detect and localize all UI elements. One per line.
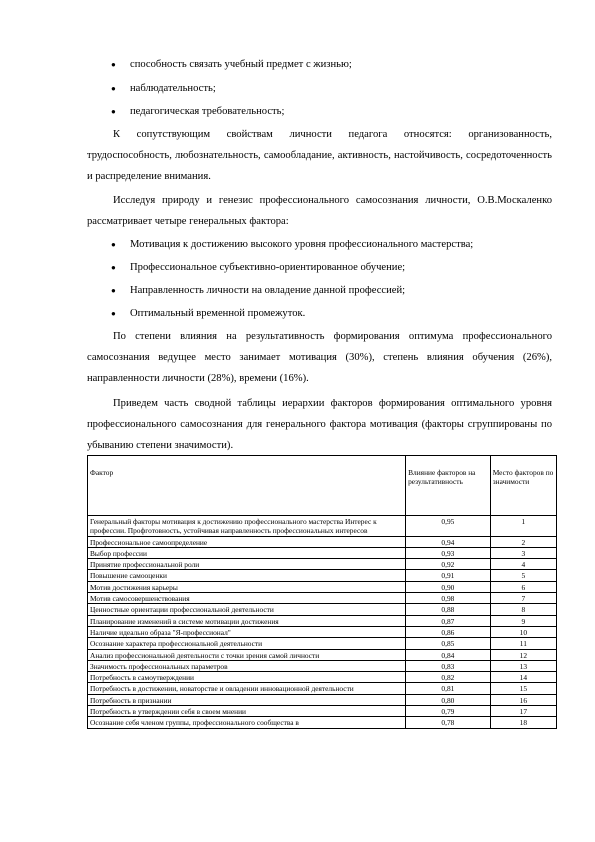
influence-cell: 0,90 <box>406 581 491 592</box>
influence-cell: 0,86 <box>406 626 491 637</box>
rank-cell: 7 <box>490 593 556 604</box>
bullet-icon: ● <box>111 107 116 116</box>
rank-cell: 8 <box>490 604 556 615</box>
table-row <box>88 717 557 728</box>
rank-cell: 16 <box>490 694 556 705</box>
influence-cell: 0,95 <box>406 516 491 537</box>
influence-cell: 0,93 <box>406 547 491 558</box>
rank-cell: 9 <box>490 615 556 626</box>
influence-cell: 0,88 <box>406 604 491 615</box>
rank-cell: 17 <box>490 706 556 717</box>
table-row <box>88 660 557 671</box>
rank-cell: 14 <box>490 672 556 683</box>
column-header-factor: Фактор <box>88 456 406 516</box>
factor-cell: Принятие профессиональной роли <box>88 559 406 570</box>
rank-cell: 10 <box>490 626 556 637</box>
factor-cell: Осознание себя членом группы, профессионального сообщества в <box>88 717 406 728</box>
table-row <box>88 516 557 537</box>
factor-cell: Осознание характера профессиональной деятельности <box>88 638 406 649</box>
influence-cell: 0,84 <box>406 649 491 660</box>
paragraph-traits: К сопутствующим свойствам личности педагога относятся: организованность, трудоспособность, любознательность, самообладание, активность, настойчивость, сосредоточенность и распределение внимания. <box>87 129 552 182</box>
table-row <box>88 604 557 615</box>
table-row <box>88 559 557 570</box>
influence-cell: 0,81 <box>406 683 491 694</box>
influence-cell: 0,85 <box>406 638 491 649</box>
rank-cell: 5 <box>490 570 556 581</box>
table-row <box>88 626 557 637</box>
bullet-icon: ● <box>111 60 116 69</box>
list-item: ● Оптимальный временной промежуток. <box>111 303 305 324</box>
table-row <box>88 593 557 604</box>
bullet-icon: ● <box>111 286 116 295</box>
rank-cell: 4 <box>490 559 556 570</box>
rank-cell: 15 <box>490 683 556 694</box>
table-row <box>88 638 557 649</box>
influence-cell: 0,82 <box>406 672 491 683</box>
table-row <box>88 649 557 660</box>
factor-cell: Мотив самосовершенствования <box>88 593 406 604</box>
list-item: ● педагогическая требовательность; <box>111 101 284 122</box>
factor-cell: Потребность в самоутверждении <box>88 672 406 683</box>
influence-cell: 0,80 <box>406 694 491 705</box>
column-header-rank: Место факторов по значимости <box>490 456 556 516</box>
influence-cell: 0,83 <box>406 660 491 671</box>
influence-cell: 0,78 <box>406 717 491 728</box>
factor-cell: Мотив достижения карьеры <box>88 581 406 592</box>
factors-table <box>87 455 557 729</box>
table-row <box>88 570 557 581</box>
table-row <box>88 683 557 694</box>
table-body <box>88 516 557 729</box>
rank-cell: 12 <box>490 649 556 660</box>
list-item: ● наблюдательность; <box>111 78 216 99</box>
table-row <box>88 581 557 592</box>
table-row <box>88 694 557 705</box>
table-row <box>88 536 557 547</box>
factor-cell: Потребность в признании <box>88 694 406 705</box>
factor-cell: Планирование изменений в системе мотивации достижения <box>88 615 406 626</box>
factor-cell: Значимость профессиональных параметров <box>88 660 406 671</box>
influence-cell: 0,87 <box>406 615 491 626</box>
rank-cell: 2 <box>490 536 556 547</box>
factor-cell: Выбор профессии <box>88 547 406 558</box>
table-row <box>88 706 557 717</box>
factor-cell: Потребность в утверждении себя в своем мнении <box>88 706 406 717</box>
column-header-influence: Влияние факторов на результативность <box>406 456 491 516</box>
list-item: ● Профессиональное субъективно-ориентированное обучение; <box>111 257 405 278</box>
list-item: ● Мотивация к достижению высокого уровня профессионального мастерства; <box>111 234 473 255</box>
rank-cell: 3 <box>490 547 556 558</box>
bullet-icon: ● <box>111 240 116 249</box>
bullet-icon: ● <box>111 84 116 93</box>
table-header-row <box>88 456 557 516</box>
table-row <box>88 672 557 683</box>
influence-cell: 0,94 <box>406 536 491 547</box>
bullet-icon: ● <box>111 309 116 318</box>
influence-cell: 0,79 <box>406 706 491 717</box>
factor-cell: Анализ профессиональной деятельности с точки зрения самой личности <box>88 649 406 660</box>
paragraph-research: Исследуя природу и генезис профессионального самосознания личности, О.В.Москаленко рассматривает четыре генеральных фактора: <box>87 195 552 227</box>
rank-cell: 11 <box>490 638 556 649</box>
rank-cell: 18 <box>490 717 556 728</box>
influence-cell: 0,91 <box>406 570 491 581</box>
factor-cell: Генеральный факторы мотивация к достижению профессионального мастерства Интерес к профессии. Профготовность, устойчивая направленность профессиональных интересов <box>88 516 406 537</box>
table-row <box>88 547 557 558</box>
factor-cell: Потребность в достижении, новаторстве и овладении инновационной деятельности <box>88 683 406 694</box>
influence-cell: 0,98 <box>406 593 491 604</box>
factor-cell: Профессиональное самоопределение <box>88 536 406 547</box>
paragraph-table-intro: Приведем часть сводной таблицы иерархии факторов формирования оптимального уровня профессионального самосознания для генерального фактора мотивация (факторы сгруппированы по убыванию степени значимости). <box>87 398 552 451</box>
influence-cell: 0,92 <box>406 559 491 570</box>
rank-cell: 6 <box>490 581 556 592</box>
factor-cell: Повышение самооценки <box>88 570 406 581</box>
rank-cell: 13 <box>490 660 556 671</box>
paragraph-influence: По степени влияния на результативность формирования оптимума профессионального самосознания ведущее место занимает мотивация (30%), степень влияния обучения (26%), направленности личности (28%), времени (16%). <box>87 331 552 384</box>
rank-cell: 1 <box>490 516 556 537</box>
table-row <box>88 615 557 626</box>
list-item: ● способность связать учебный предмет с жизнью; <box>111 54 352 75</box>
factor-cell: Ценностные ориентации профессиональной деятельности <box>88 604 406 615</box>
factor-cell: Наличие идеально образа "Я-профессионал" <box>88 626 406 637</box>
bullet-icon: ● <box>111 263 116 272</box>
list-item: ● Направленность личности на овладение данной профессией; <box>111 280 405 301</box>
